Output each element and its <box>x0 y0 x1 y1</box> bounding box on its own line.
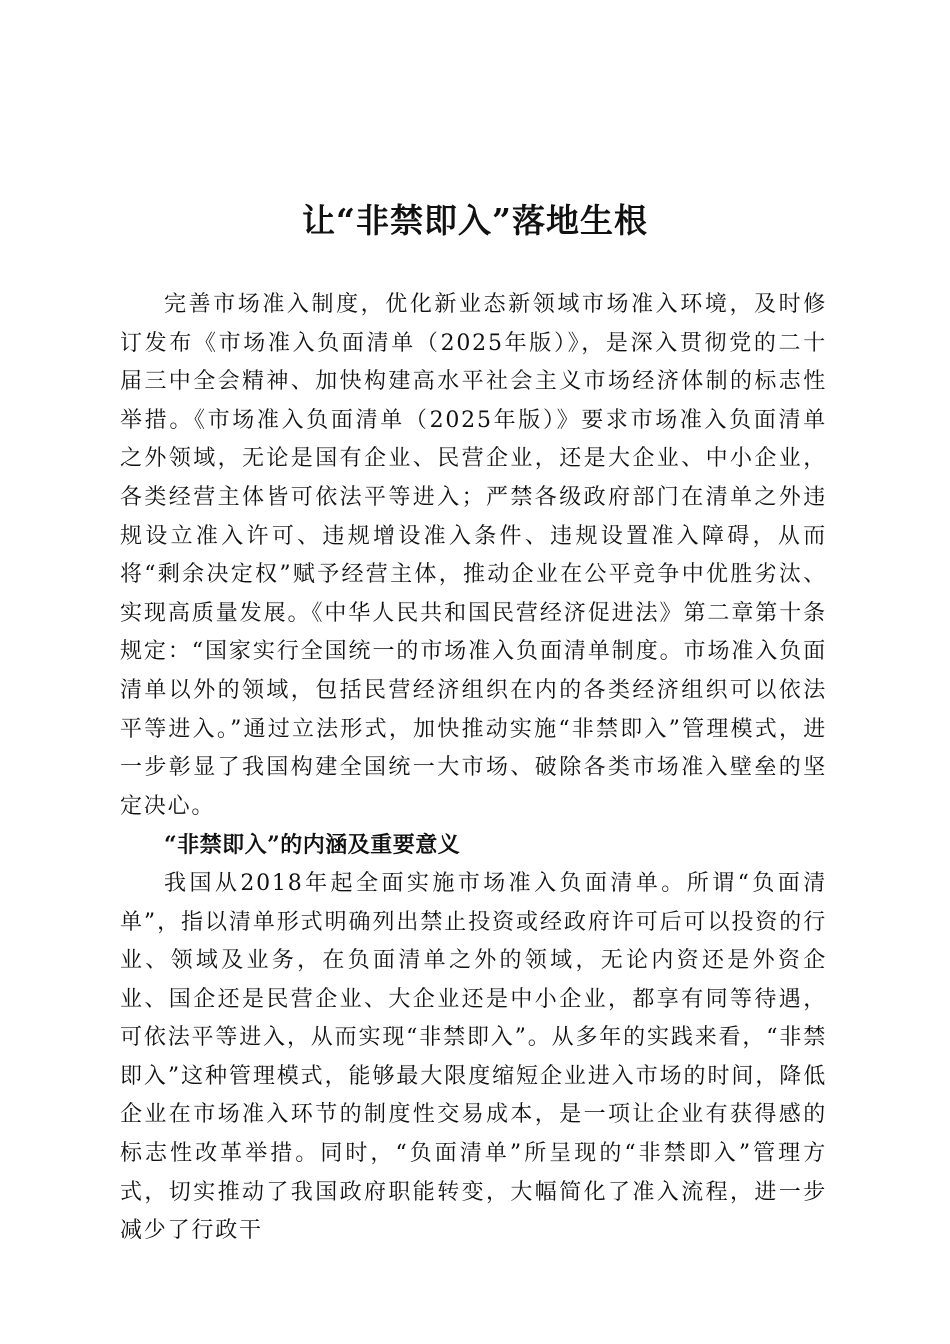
article-title: 让“非禁即入”落地生根 <box>302 201 648 240</box>
paragraph-intro: 完善市场准入制度，优化新业态新领域市场准入环境，及时修订发布《市场准入负面清单（2025年版）》，是深入贯彻党的二十届三中全会精神、加快构建高水平社会主义市场经济体制的标志性举措。《市场准入负面清单（2025年版）》要求市场准入负面清单之外领域，无论是国有企业、民营企业，还是大企业、中小企业，各类经营主体皆可依法平等进入；严禁各级政府部门在清单之外违规设立准入许可、违规增设准入条件、违规设置准入障碍，从而将“剩余决定权”赋予经营主体，推动企业在公平竞争中优胜劣汰、实现高质量发展。《中华人民共和国民营经济促进法》第二章第十条规定：“国家实行全国统一的市场准入负面清单制度。市场准入负面清单以外的领域，包括民营经济组织在内的各类经济组织可以依法平等进入。”通过立法形式，加快推动实施“非禁即入”管理模式，进一步彰显了我国构建全国统一大市场、破除各类市场准入壁垒的坚定决心。 <box>120 292 827 819</box>
paragraph-section-1: 我国从2018年起全面实施市场准入负面清单。所谓“负面清单”，指以清单形式明确列出禁止投资或经政府许可后可以投资的行业、领域及业务，在负面清单之外的领域，无论内资还是外资企业、国企还是民营企业、大企业还是中小企业，都享有同等待遇，可依法平等进入，从而实现“非禁即入”。从多年的实践来看，“非禁即入”这种管理模式，能够最大限度缩短企业进入市场的时间，降低企业在市场准入环节的制度性交易成本，是一项让企业有获得感的标志性改革举措。同时，“负面清单”所呈现的“非禁即入”管理方式，切实推动了我国政府职能转变，大幅简化了准入流程，进一步减少了行政干 <box>120 870 827 1244</box>
article-body <box>120 286 827 1251</box>
section-heading: “非禁即入”的内涵及重要意义 <box>164 832 461 859</box>
